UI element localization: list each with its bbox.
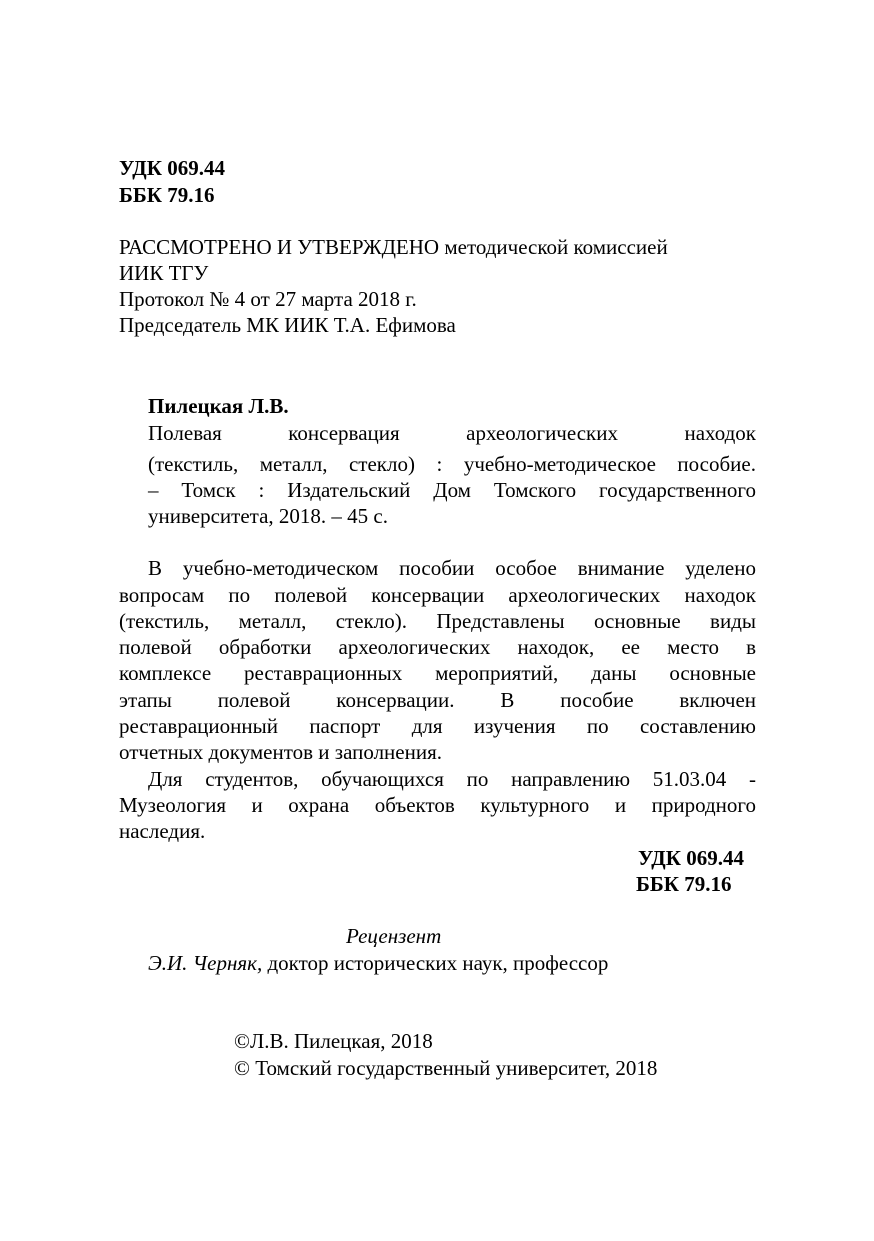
approval-line-1 [119,234,668,260]
bib-line: – Томск : Издательский Дом Томского государственного [148,478,756,502]
abstract-line: комплексе реставрационных мероприятий, даны основные [119,661,756,685]
bib-line: университета, 2018. – 45 с. [148,504,388,528]
bib-author: Пилецкая Л.В. [148,394,289,418]
copyright-author: ©Л.В. Пилецкая, 2018 [234,1029,433,1053]
abstract-line: (текстиль, металл, стекло). Представлены основные виды [119,609,756,633]
approval-chair: Председатель МК ИИК Т.А. Ефимова [119,313,456,337]
approval-protocol: Протокол № 4 от 27 марта 2018 г. [119,287,417,311]
abstract-line: отчетных документов и заполнения. [119,740,442,764]
abstract-audience: Для студентов, обучающихся по направлению 51.03.04 - [148,767,756,791]
bib-line: (текстиль, металл, стекло) : учебно-методическое пособие. [148,452,756,476]
reviewer-title: доктор исторических наук, профессор [267,951,609,975]
reviewer-heading: Рецензент [346,924,442,948]
approval-rest: методической комиссией [444,235,668,259]
bib-line: Полевая консервация археологических находок [148,421,756,445]
approval-line-2: ИИК ТГУ [119,261,209,285]
abstract-audience: наследия. [119,819,206,843]
abstract-audience: Музеология и охрана объектов культурного и природного [119,793,756,817]
abstract-line: В учебно-методическом пособии особое внимание уделено [148,556,756,580]
bbk-code: ББК 79.16 [119,183,215,207]
udk-code-right: УДК 069.44 [638,846,744,870]
copyright-university: © Томский государственный университет, 2018 [234,1056,658,1080]
bbk-code-right: ББК 79.16 [636,872,732,896]
reviewer-line [148,950,608,976]
abstract-line: полевой обработки археологических находок, ее место в [119,635,756,659]
abstract-line: вопросам по полевой консервации археологических находок [119,583,756,607]
abstract-line: этапы полевой консервации. В пособие включен [119,688,756,712]
udk-code: УДК 069.44 [119,156,225,180]
approval-caps: РАССМОТРЕНО И УТВЕРЖДЕНО [119,235,440,259]
abstract-line: реставрационный паспорт для изучения по составлению [119,714,756,738]
reviewer-name: Э.И. Черняк, [148,951,263,975]
